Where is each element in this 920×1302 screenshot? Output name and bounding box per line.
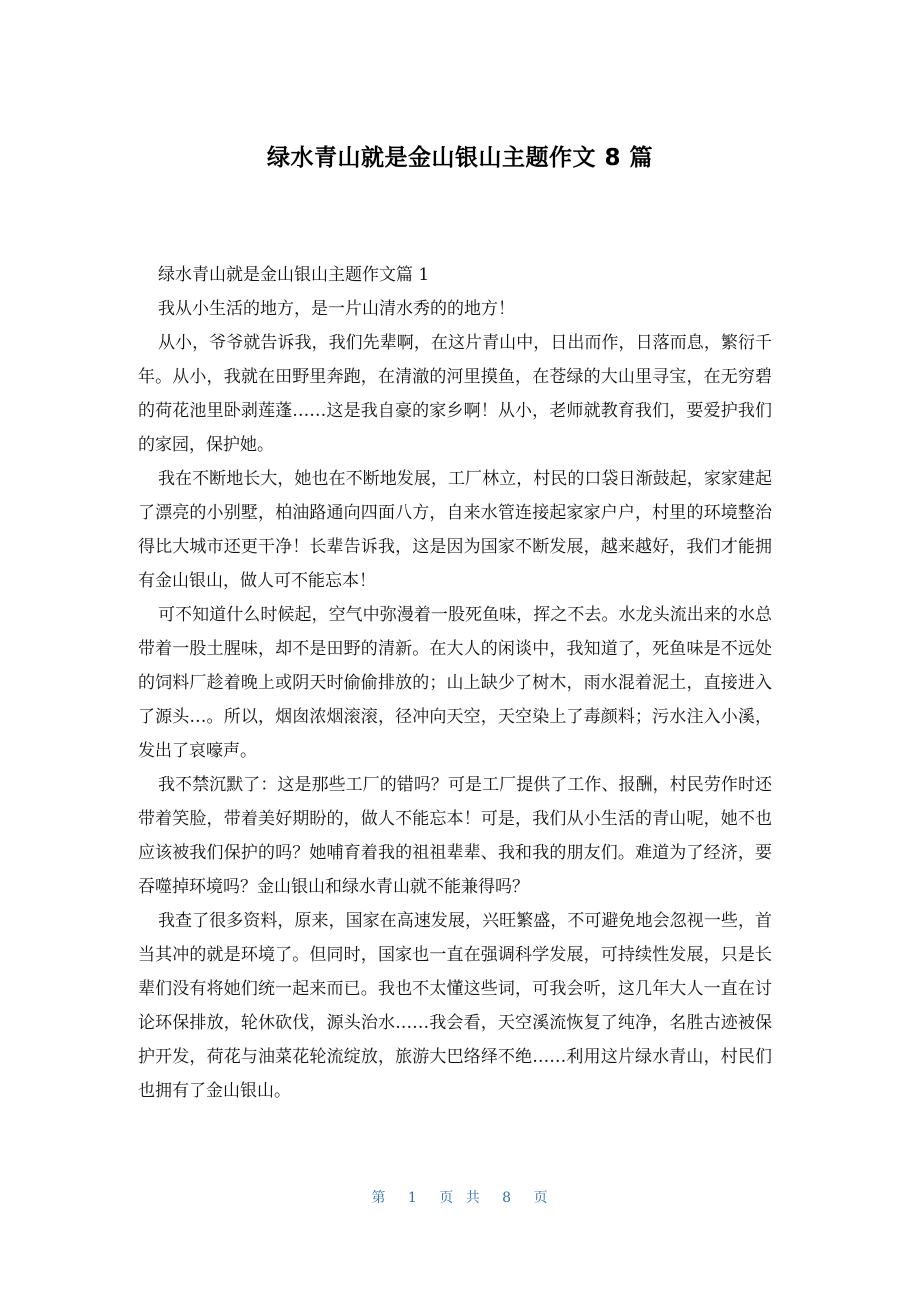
page-footer-suffix: 页 (533, 1190, 549, 1206)
current-page-number: 1 (407, 1190, 418, 1206)
paragraph: 我从小生活的地方，是一片山清水秀的的地方！ (158, 299, 515, 319)
paragraph: 可不知道什么时候起，空气中弥漫着一股死鱼味，挥之不去。水龙头流出来的水总带着一股土腥味，却不是田野的清新。在大人的闲谈中，我知道了，死鱼味是不远处的饲料厂趁着晚上或阴天时偷偷排放的；山上缺少了树木，雨水混着泥土，直接进入了源头…。所以，烟囱浓烟滚滚，径冲向天空，天空染上了毒颜料；污水注入小溪，发出了哀嚎声。 (138, 605, 772, 761)
paragraph: 我在不断地长大，她也在不断地发展，工厂林立，村民的口袋日渐鼓起，家家建起了漂亮的小别墅，柏油路通向四面八方，自来水管连接起家家户户，村里的环境整治得比大城市还更干净！长辈告诉我，这是因为国家不断发展，越来越好，我们才能拥有金山银山，做人可不能忘本！ (138, 469, 772, 591)
document-title: 绿水青山就是金山银山主题作文 8 篇 (266, 145, 654, 171)
paragraph: 我不禁沉默了：这是那些工厂的错吗？可是工厂提供了工作、报酬，村民劳作时还带着笑脸，带着美好期盼的，做人不能忘本！可是，我们从小生活的青山呢，她不也应该被我们保护的吗？她哺育着我的祖祖辈辈、我和我的朋友们。难道为了经济，要吞噬掉环境吗？金山银山和绿水青山就不能兼得吗？ (138, 775, 772, 897)
page-footer-middle: 页 共 (439, 1190, 481, 1206)
section-heading: 绿水青山就是金山银山主题作文篇 1 (158, 265, 430, 285)
document-body (138, 258, 772, 1108)
paragraph: 从小，爷爷就告诉我，我们先辈啊，在这片青山中，日出而作，日落而息，繁衍千年。从小，我就在田野里奔跑，在清澈的河里摸鱼，在苍绿的大山里寻宝，在无穷碧的荷花池里卧剥莲蓬……这是我自豪的家乡啊！从小，老师就教育我们，要爱护我们的家园，保护她。 (138, 333, 772, 455)
page-footer-prefix: 第 (371, 1190, 387, 1206)
paragraph: 我查了很多资料，原来，国家在高速发展，兴旺繁盛，不可避免地会忽视一些，首当其冲的就是环境了。但同时，国家也一直在强调科学发展，可持续性发展，只是长辈们没有将她们统一起来而已。我也不太懂这些词，可我会听，这几年大人一直在讨论环保排放，轮休砍伐，源头治水……我会看，天空溪流恢复了纯净，名胜古迹被保护开发，荷花与油菜花轮流绽放，旅游大巴络绎不绝……利用这片绿水青山，村民们也拥有了金山银山。 (138, 911, 772, 1101)
page-footer (0, 1186, 920, 1210)
total-pages-number: 8 (502, 1190, 513, 1206)
